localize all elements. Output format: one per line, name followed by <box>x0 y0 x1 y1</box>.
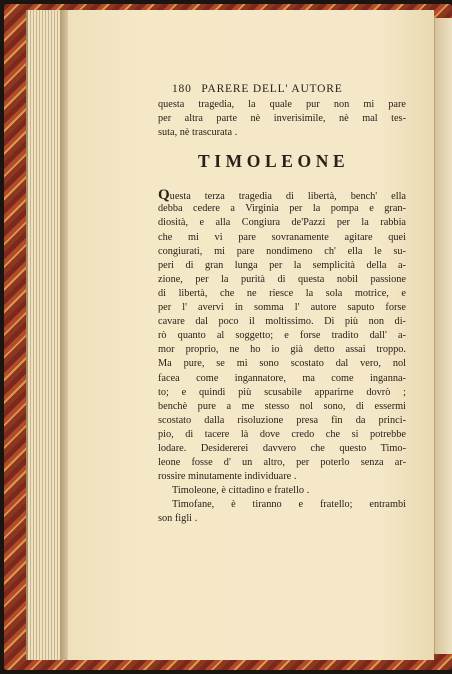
main-paragraph <box>158 188 406 484</box>
text-line: Ma pure, se mi sono scostato dal vero, nol <box>158 358 406 370</box>
text-line: suta, nè trascurata . <box>158 127 238 139</box>
text-line: debba cedere a Virginia per la pompa e gran- <box>158 203 406 215</box>
text-line: son figli . <box>158 513 198 525</box>
page-text <box>158 82 406 527</box>
page-number: 180 <box>172 83 192 95</box>
section-title: TIMOLEONE <box>198 151 350 172</box>
text-line: rò quanto al soggetto; e forse tradito dall' a- <box>158 330 406 342</box>
character-line: Timofane, è tiranno e fratello; entrambi <box>172 499 406 511</box>
text-line: pio, di tacere là dove credo che si potrebbe <box>158 428 406 440</box>
first-line-text: uesta terza tragedia di libertà, bench' ella <box>169 191 406 203</box>
drop-cap: Q <box>158 187 170 204</box>
text-line: congiurati, mi pare nondimeno ch' ella le su- <box>158 245 406 257</box>
text-line: to; e quindi più scusabile apparirne dovrò ; <box>158 386 406 398</box>
text-line: per l' avervi in somma l' autore saputo forse <box>158 302 406 314</box>
page-edges <box>26 10 64 660</box>
text-line: zione, per la purità di questa nobil passione <box>158 273 406 285</box>
text-line <box>158 188 406 202</box>
text-line: mor proprio, ne ho io già detto assai troppo. <box>158 344 406 356</box>
facing-page-edge <box>434 18 452 654</box>
text-line: facea come ingannatore, ma come inganna- <box>158 372 406 384</box>
text-line: per altra parte nè inverisimile, nè mal tes- <box>158 113 406 125</box>
text-line: che mi vi pare sovranamente agitare quei <box>158 231 406 243</box>
text-line: cavare dal poco il moltissimo. Di più non di- <box>158 316 406 328</box>
text-line: questa tragedia, la quale pur non mi pare <box>158 99 406 110</box>
text-line: benchè pure a me stesso nol sono, di essermi <box>158 400 406 412</box>
text-line: diosità, e alla Congiura de'Pazzi per la rabbia <box>158 217 406 229</box>
character-line: Timoleone, è cittadino e fratello . <box>172 485 310 497</box>
text-line: di libertà, che ne riesce la sola motrice, e <box>158 287 406 299</box>
text-line: leone fosse d' un altro, per poterlo senza ar- <box>158 457 406 469</box>
running-title: PARERE DELL' AUTORE <box>201 83 343 95</box>
running-head <box>172 82 406 98</box>
text-line: lodare. Desidererei davvero che questo Timo- <box>158 442 406 454</box>
character-list <box>158 484 406 526</box>
text-line: scostato dalla risoluzione presa fin da princi- <box>158 414 406 426</box>
text-line: peri di gran lunga per la semplicità della a- <box>158 259 406 271</box>
text-line: rossire minutamente individuare . <box>158 471 297 483</box>
intro-paragraph <box>158 98 406 140</box>
